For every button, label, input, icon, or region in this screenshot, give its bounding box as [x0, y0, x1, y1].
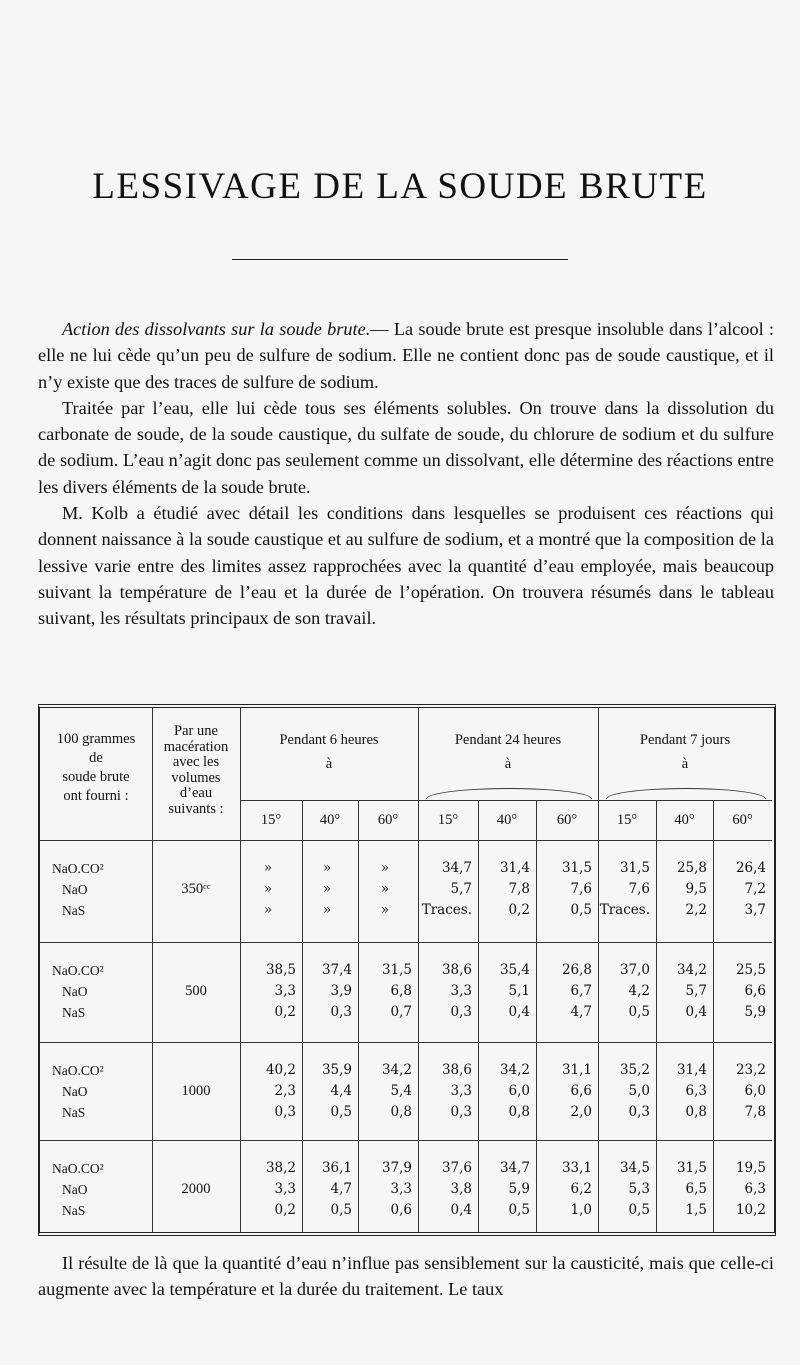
table-value: 7,6 — [570, 881, 592, 897]
table-value: 23,2 — [735, 1062, 766, 1078]
results-table — [38, 704, 776, 1236]
table-value: » — [322, 860, 332, 876]
table-value: » — [263, 902, 273, 918]
table-value: 0,5 — [570, 902, 592, 918]
table-value: 37,6 — [441, 1160, 472, 1176]
table-value: 7,6 — [628, 881, 650, 897]
table-value: 0,3 — [628, 1104, 650, 1120]
table-value: 6,3 — [744, 1181, 766, 1197]
header-line: soude brute — [62, 769, 130, 785]
table-value: 3,3 — [274, 1181, 296, 1197]
table-value: 0,3 — [274, 1104, 296, 1120]
table-value: 0,7 — [390, 1004, 412, 1020]
block-rule — [40, 1140, 772, 1141]
table-value: 31,4 — [499, 860, 530, 876]
table-value: 35,9 — [321, 1062, 352, 1078]
table-value: 34,7 — [441, 860, 472, 876]
table-value: 31,1 — [561, 1062, 592, 1078]
table-value: 5,7 — [685, 983, 707, 999]
header-line: suivants : — [168, 800, 224, 817]
compound-label: NaO — [62, 984, 88, 999]
table-value: » — [263, 881, 273, 897]
header-line: avec les — [172, 754, 220, 770]
table-value: 6,6 — [570, 1083, 592, 1099]
period-sub: à — [504, 756, 512, 772]
header-line: de — [89, 750, 103, 766]
table-value: 4,4 — [330, 1083, 352, 1099]
table-value: 0,6 — [390, 1202, 412, 1218]
table-value: 6,8 — [390, 983, 412, 999]
period-header — [418, 728, 598, 776]
period-label: Pendant 6 heures — [279, 732, 379, 748]
temperature-header: 40° — [496, 812, 518, 828]
table-value: 1,0 — [570, 1202, 592, 1218]
table-value: 25,5 — [735, 962, 766, 978]
table-value: 10,2 — [735, 1202, 766, 1218]
table-value: 6,7 — [570, 983, 592, 999]
table-value: » — [380, 860, 390, 876]
period-header — [598, 728, 772, 776]
compound-label: NaO.CO² — [52, 1063, 104, 1078]
table-value: 2,2 — [685, 902, 707, 918]
compound-label: NaO.CO² — [52, 963, 104, 978]
header-line: macération — [163, 738, 229, 755]
table-value: 3,9 — [330, 983, 352, 999]
table-value: 33,1 — [561, 1160, 592, 1176]
paragraph-3: M. Kolb a étudié avec détail les conditions dans lesquelles se produisent ces réactions qui donnent naissance à la soude caustique et au sulfure de sodium, et a montré que la composition de la lessive varie entre des limites assez rapprochées avec la quantité d’eau employée, mais beaucoup suivant la température de l’eau et la durée de l’opération. On trouvera résumés dans le tableau suivant, les résultats principaux de son travail. — [38, 503, 774, 629]
lead-rest: — La soude brute est presque insoluble dans l’alcool : elle ne lui cède qu’un peu de sulfure de sodium. Elle ne contient donc pas de soude caustique, et il n’y existe que des traces de sulfure de sodium. — [38, 319, 774, 392]
table-value: 3,3 — [450, 983, 472, 999]
closing-paragraph: Il résulte de là que la quantité d’eau n’influe pas sensiblement sur la causticité, mais que celle-ci augmente avec la température et la durée du traitement. Le taux — [38, 1253, 774, 1300]
table-value: 6,5 — [685, 1181, 707, 1197]
group-brace — [426, 788, 592, 799]
compound-label: NaO.CO² — [52, 861, 104, 876]
table-value: 6,3 — [685, 1083, 707, 1099]
temperature-header: 40° — [319, 812, 341, 828]
table-value: 0,8 — [508, 1104, 530, 1120]
water-volume: 350ᶜᶜ — [181, 881, 211, 897]
table-value: » — [322, 902, 332, 918]
compound-label: NaO.CO² — [52, 1161, 104, 1176]
period-sub: à — [681, 756, 689, 772]
table-value: 0,5 — [330, 1202, 352, 1218]
table-value: 25,8 — [676, 860, 707, 876]
table-value: 0,8 — [390, 1104, 412, 1120]
table-value: 34,5 — [619, 1160, 650, 1176]
table-value: 37,0 — [619, 962, 650, 978]
period-label: Pendant 7 jours — [639, 732, 731, 748]
table-value: 6,2 — [570, 1181, 592, 1197]
closing-text — [38, 1250, 774, 1303]
table-value: 31,5 — [676, 1160, 707, 1176]
table-value: 0,4 — [450, 1202, 472, 1218]
table-value: 40,2 — [265, 1062, 296, 1078]
compound-label: NaS — [62, 1203, 86, 1218]
table-value: 31,5 — [381, 962, 412, 978]
header-line: d’eau — [179, 785, 213, 801]
header-line: volumes — [171, 769, 221, 786]
period-header — [240, 728, 418, 776]
table-value: 5,7 — [450, 881, 472, 897]
table-value: 0,3 — [450, 1004, 472, 1020]
table-value: 5,9 — [508, 1181, 530, 1197]
paragraph-1 — [38, 316, 774, 395]
table-value: 3,3 — [450, 1083, 472, 1099]
compound-label: NaO — [62, 1084, 88, 1099]
table-value: 37,9 — [381, 1160, 412, 1176]
intro-text — [38, 316, 774, 632]
table-value: 0,5 — [628, 1202, 650, 1218]
table-value: 38,6 — [441, 962, 472, 978]
table-value: 0,5 — [508, 1202, 530, 1218]
table-value: 0,2 — [274, 1004, 296, 1020]
table-value: 0,4 — [508, 1004, 530, 1020]
table-value: 34,2 — [381, 1062, 412, 1078]
table-value: 3,8 — [450, 1181, 472, 1197]
table-value: 37,4 — [321, 962, 352, 978]
table-value: Traces. — [599, 902, 650, 918]
table-value: 6,0 — [744, 1083, 766, 1099]
table-value: 26,4 — [735, 860, 766, 876]
lead-italic: Action des dissolvants sur la soude brute. — [62, 319, 371, 339]
temp-header-rule — [240, 800, 418, 801]
table-value: 9,5 — [685, 881, 707, 897]
block-rule — [40, 1042, 772, 1043]
table-value: 34,2 — [499, 1062, 530, 1078]
table-value: 0,3 — [450, 1104, 472, 1120]
compound-label: NaO — [62, 1182, 88, 1197]
table-value: 26,8 — [561, 962, 592, 978]
title-rule — [232, 259, 568, 260]
table-value: 35,2 — [619, 1062, 650, 1078]
temperature-header: 15° — [437, 812, 459, 828]
table-grid — [40, 708, 774, 1232]
table-value: 0,3 — [330, 1004, 352, 1020]
table-value: » — [263, 860, 273, 876]
temperature-header: 15° — [260, 812, 282, 828]
table-value: 5,1 — [508, 983, 530, 999]
table-value: 38,5 — [265, 962, 296, 978]
table-value: 0,2 — [508, 902, 530, 918]
column-header-sample — [40, 730, 152, 806]
table-value: 31,5 — [619, 860, 650, 876]
table-value: » — [380, 881, 390, 897]
table-value: » — [380, 902, 390, 918]
table-value: 38,2 — [265, 1160, 296, 1176]
water-volume: 1000 — [181, 1083, 211, 1099]
water-volume: 2000 — [181, 1181, 211, 1197]
group-brace — [606, 788, 766, 799]
table-value: 34,7 — [499, 1160, 530, 1176]
table-value: 0,5 — [628, 1004, 650, 1020]
block-rule — [40, 942, 772, 943]
table-value: 0,5 — [330, 1104, 352, 1120]
compound-label: NaO — [62, 882, 88, 897]
table-value: 31,5 — [561, 860, 592, 876]
table-value: 34,2 — [676, 962, 707, 978]
table-value: 4,7 — [330, 1181, 352, 1197]
column-header-volume — [152, 724, 240, 817]
table-value: 6,0 — [508, 1083, 530, 1099]
table-value: 3,3 — [274, 983, 296, 999]
compound-label: NaS — [62, 1105, 86, 1120]
temperature-header: 15° — [616, 812, 638, 828]
compound-label: NaS — [62, 1005, 86, 1020]
table-value: 35,4 — [499, 962, 530, 978]
table-value: 5,3 — [628, 1181, 650, 1197]
table-value: 0,2 — [274, 1202, 296, 1218]
table-value: 2,0 — [570, 1104, 592, 1120]
paragraph-2: Traitée par l’eau, elle lui cède tous ses éléments solubles. On trouve dans la dissolution du carbonate de soude, de la soude caustique, du sulfate de soude, du chlorure de sodium et du sulfure de sodium. L’eau n’agit donc pas seulement comme un dissolvant, elle détermine des réactions entre les divers éléments de la soude brute. — [38, 397, 774, 497]
table-value: 2,3 — [274, 1083, 296, 1099]
table-value: 36,1 — [321, 1160, 352, 1176]
table-value: 38,6 — [441, 1062, 472, 1078]
compound-label: NaS — [62, 903, 86, 918]
temperature-header: 40° — [674, 812, 695, 828]
temperature-header: 60° — [732, 812, 753, 828]
temperature-header: 60° — [556, 812, 578, 828]
table-value: 19,5 — [735, 1160, 766, 1176]
header-line: 100 grammes — [56, 731, 136, 747]
temp-header-rule — [598, 800, 772, 801]
temperature-header: 60° — [377, 812, 399, 828]
table-value: 5,4 — [390, 1083, 412, 1099]
water-volume: 500 — [185, 983, 207, 999]
header-rule — [40, 840, 772, 841]
table-value: 7,8 — [508, 881, 530, 897]
table-value: 3,7 — [744, 902, 766, 918]
period-label: Pendant 24 heures — [454, 732, 562, 748]
period-sub: à — [325, 756, 333, 772]
table-value: 7,2 — [744, 881, 766, 897]
header-line: Par une — [174, 723, 218, 739]
table-value: 4,2 — [628, 983, 650, 999]
table-value: 4,7 — [570, 1004, 592, 1020]
table-value: 31,4 — [676, 1062, 707, 1078]
table-value: » — [322, 881, 332, 897]
table-value: 1,5 — [685, 1202, 707, 1218]
header-line: ont fourni : — [63, 788, 129, 804]
table-value: 5,9 — [744, 1004, 766, 1020]
table-value: 7,8 — [744, 1104, 766, 1120]
table-value: Traces. — [421, 902, 472, 918]
temp-header-rule — [418, 800, 598, 801]
table-value: 3,3 — [390, 1181, 412, 1197]
table-value: 5,0 — [628, 1083, 650, 1099]
page-title: LESSIVAGE DE LA SOUDE BRUTE — [92, 166, 708, 207]
table-value: 0,4 — [685, 1004, 707, 1020]
table-value: 0,8 — [685, 1104, 707, 1120]
table-value: 6,6 — [744, 983, 766, 999]
